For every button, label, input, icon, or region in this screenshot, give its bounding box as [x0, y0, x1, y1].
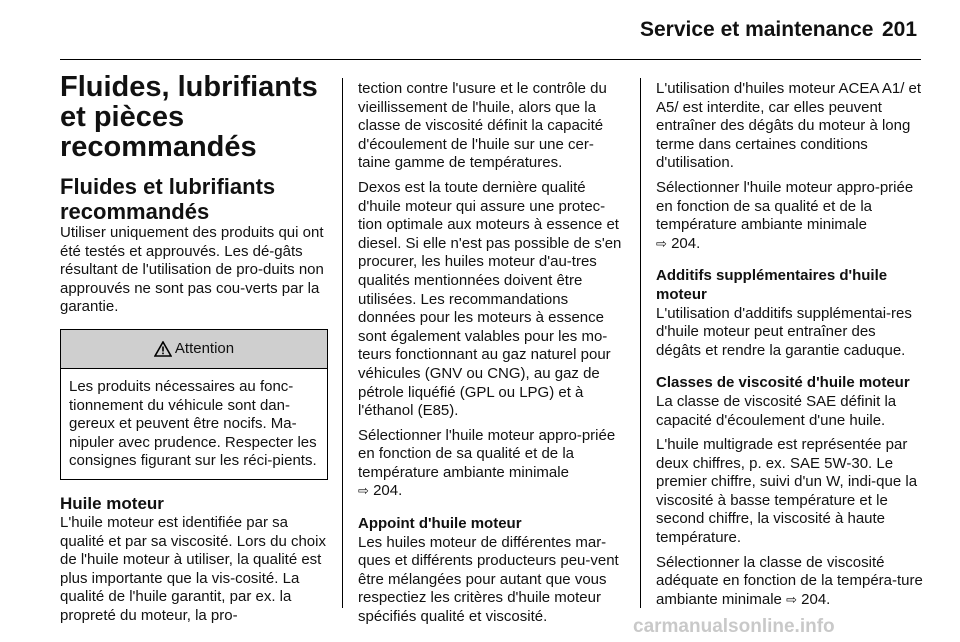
paragraph: [656, 554, 924, 610]
page-reference-arrow-icon: ⇨: [358, 483, 369, 499]
paragraph: Dexos est la toute dernière qualité d'huile moteur qui assure une protec-tion optimale aux moteurs à essence et diesel. Si elle n'est pas possible de s'en procurer, les huiles moteur d'au-tres qualités mentionnées doivent être utilisées. Les recommandations données pour les moteurs à essence sont également valables pour les mo-teurs fonctionnant au gaz naturel pour véhicules (GNV ou CNG), au gaz de pétrole liquéfié (GPL ou LPG) et à l'éthanol (E85).: [358, 178, 622, 420]
intro-paragraph: Utiliser uniquement des produits qui ont été testés et approuvés. Les dé-gâts résultant de l'utilisation de pro-duits non approuvés ne sont pas cou-verts par la garantie.: [60, 224, 324, 316]
page-reference-link[interactable]: 204.: [671, 234, 701, 252]
column-3: [656, 80, 924, 615]
page-reference-link[interactable]: 204.: [801, 590, 831, 608]
paragraph: tection contre l'usure et le contrôle du vieillissement de l'huile, alors que la classe de viscosité définit la capacité d'écoulement de l'huile sur une cer-taine gamme de températures.: [358, 80, 607, 172]
page-reference-arrow-icon: ⇨: [786, 591, 797, 607]
paragraph: La classe de viscosité SAE définit la capacité d'écoulement d'une huile.: [656, 392, 897, 429]
paragraph-text: Sélectionner l'huile moteur appro-priée en fonction de sa qualité et de la température ambiante minimale: [358, 426, 616, 481]
paragraph-heading: Additifs supplémentaires d'huile moteur: [656, 267, 888, 303]
subsection-heading: Huile moteur: [60, 493, 164, 513]
column-2: [358, 80, 626, 633]
page-reference-arrow-icon: ⇨: [656, 235, 667, 251]
header-divider: [60, 59, 921, 60]
page-reference-link[interactable]: 204.: [373, 482, 403, 500]
paragraph: [358, 427, 626, 501]
warning-title: Attention: [174, 339, 235, 357]
page-number: 201: [882, 18, 918, 41]
warning-text: Les produits nécessaires au fonc-tionnement du véhicule sont dan-gereux et peuvent être nocifs. Ma-nipuler avec prudence. Respecter les consignes figurant sur les réci-pients.: [69, 377, 317, 470]
paragraph-heading: Classes de viscosité d'huile moteur: [656, 374, 910, 392]
paragraph: Les huiles moteur de différentes mar-ques et différents producteurs peu-vent être mélangées pour autant que vous respectiez les critères d'huile moteur spécifiés qualité et viscosité.: [358, 533, 619, 626]
section-title: Service et maintenance: [640, 18, 874, 41]
engine-oil-paragraph: L'huile moteur est identifiée par sa qualité et par sa viscosité. Lors du choix de l'huile moteur à utiliser, la qualité est plus importante que la vis-cosité. La qualité de l'huile garantit, par ex. la propreté du moteur, la pro-: [60, 513, 326, 624]
column-divider: [342, 78, 343, 608]
warning-triangle-icon: [154, 341, 172, 357]
paragraph-text: Sélectionner la classe de viscosité adéquate en fonction de la tempéra-ture ambiante minimale: [656, 553, 923, 608]
paragraph: L'utilisation d'additifs supplémentai-res d'huile moteur peut entraîner des dégâts et rendre la garantie caduque.: [656, 304, 912, 359]
paragraph: [656, 179, 924, 253]
paragraph: L'huile multigrade est représentée par deux chiffres, p. ex. SAE 5W-30. Le premier chiffre, suivi d'un W, indi-que la viscosité à basse température et le second chiffre, la viscosité à haute température.: [656, 436, 918, 547]
paragraph-heading: Appoint d'huile moteur: [358, 515, 522, 533]
column-1: [60, 72, 328, 626]
warning-box: [60, 329, 328, 480]
section-heading: Fluides et lubrifiants recommandés: [60, 174, 276, 224]
column-divider: [640, 78, 641, 608]
watermark: carmanualsonline.info: [633, 616, 835, 637]
paragraph: L'utilisation d'huiles moteur ACEA A1/ et A5/ est interdite, car elles peuvent entraîner des dégâts du moteur à long terme dans certaines conditions d'utilisation.: [656, 80, 922, 172]
page-header: [0, 0, 960, 60]
paragraph-text: Sélectionner l'huile moteur appro-priée en fonction de sa qualité et de la température ambiante minimale: [656, 178, 914, 234]
chapter-heading: Fluides, lubrifiants et pièces recommandés: [60, 71, 318, 163]
warning-header: [61, 330, 327, 369]
